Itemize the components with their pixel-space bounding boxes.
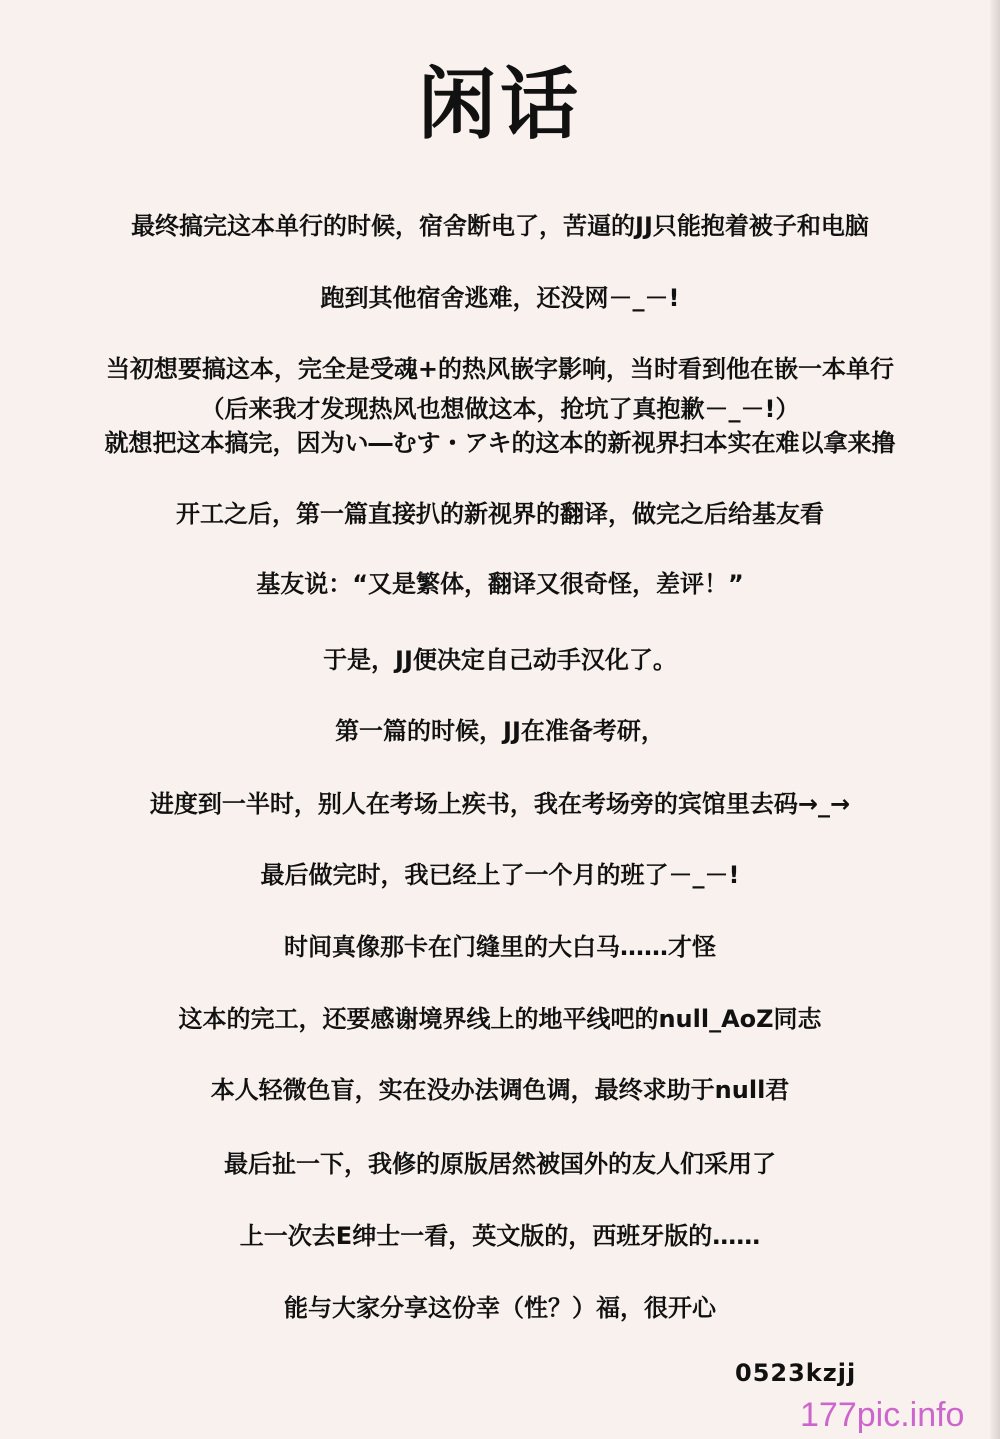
text-line: 本人轻微色盲，实在没办法调色调，最终求助于null君 xyxy=(210,1076,790,1104)
text-line: 开工之后，第一篇直接扒的新视界的翻译，做完之后给基友看 xyxy=(176,500,824,528)
text-line: 跑到其他宿舍逃难，还没网－_－! xyxy=(320,284,680,312)
text-line: 第一篇的时候，JJ在准备考研， xyxy=(335,717,665,745)
text-line: （后来我才发现热风也想做这本，抢坑了真抱歉－_－!） xyxy=(200,395,800,423)
text-line: 时间真像那卡在门缝里的大白马……才怪 xyxy=(284,933,716,961)
page-title: 闲话 xyxy=(417,60,582,150)
text-line: 最终搞完这本单行的时候，宿舍断电了，苦逼的JJ只能抱着被子和电脑 xyxy=(131,212,869,240)
text-line: 基友说：“又是繁体，翻译又很奇怪，差评！” xyxy=(256,570,744,598)
watermark: 177pic.info xyxy=(800,1396,965,1434)
text-line: 当初想要搞这本，完全是受魂+的热风嵌字影响，当时看到他在嵌一本单行 xyxy=(105,355,895,383)
text-line: 进度到一半时，别人在考场上疾书，我在考场旁的宾馆里去码→_→ xyxy=(149,790,851,818)
text-line: 能与大家分享这份幸（性？）福，很开心 xyxy=(284,1294,716,1322)
text-line: 最后扯一下，我修的原版居然被国外的友人们采用了 xyxy=(224,1150,776,1178)
author-signature: 0523kzjj xyxy=(735,1359,857,1387)
text-line: 于是，JJ便决定自己动手汉化了。 xyxy=(323,646,677,674)
text-line: 上一次去E绅士一看，英文版的，西班牙版的…… xyxy=(239,1222,761,1250)
text-line: 这本的完工，还要感谢境界线上的地平线吧的null_AoZ同志 xyxy=(178,1005,822,1033)
text-line: 最后做完时，我已经上了一个月的班了－_－! xyxy=(260,861,740,889)
text-line: 就想把这本搞完，因为い―むす・アキ的这本的新视界扫本实在难以拿来撸 xyxy=(104,429,896,457)
